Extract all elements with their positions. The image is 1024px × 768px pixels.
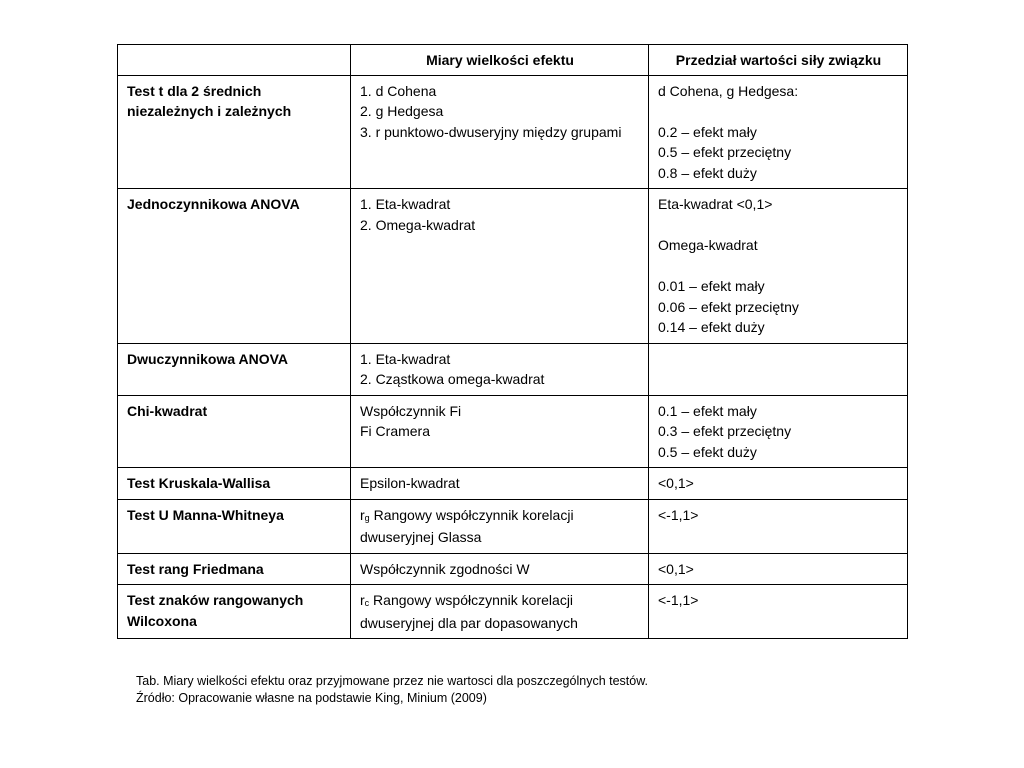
measure-line	[360, 590, 640, 633]
table-row	[118, 553, 908, 585]
range-line: 0.14 – efekt duży	[658, 319, 765, 335]
range-line: 0.3 – efekt przeciętny	[658, 423, 792, 439]
measure-symbol: r	[360, 592, 365, 608]
measure-line: Współczynnik Fi	[360, 402, 462, 419]
header-ranges: Przedział wartości siły związku	[649, 45, 908, 76]
measures-cell	[351, 585, 649, 639]
range-line: <0,1>	[658, 560, 694, 577]
table-row	[118, 585, 908, 639]
effect-size-table	[117, 44, 908, 639]
caption-source: Źródło: Opracowanie własne na podstawie King, Minium (2009)	[136, 691, 487, 705]
header-row	[118, 45, 908, 76]
measures-cell	[351, 75, 649, 189]
measure-line: 2. Omega-kwadrat	[360, 216, 476, 233]
measure-subscript: g	[364, 512, 370, 523]
range-line: 0.8 – efekt duży	[658, 164, 757, 181]
measures-cell	[351, 499, 649, 553]
table-caption	[136, 673, 648, 707]
test-name-cell: Test t dla 2 średnich niezależnych i zależnych	[118, 75, 351, 189]
table-row	[118, 468, 908, 500]
measure-line	[360, 505, 640, 548]
test-name-cell: Test znaków rangowanych Wilcoxona	[118, 585, 351, 639]
measure-line: 3. r punktowo-dwuseryjny między grupami	[360, 123, 622, 140]
range-line: Omega-kwadrat	[658, 237, 758, 253]
ranges-cell	[649, 189, 908, 344]
measure-line: 1. d Cohena	[360, 82, 437, 99]
range-line: 0.5 – efekt duży	[658, 443, 757, 460]
range-line: 0.1 – efekt mały	[658, 402, 757, 419]
table-row	[118, 189, 908, 344]
range-line: <-1,1>	[658, 506, 699, 523]
measure-line: Epsilon-kwadrat	[360, 475, 460, 491]
range-line: <0,1>	[658, 475, 694, 491]
caption-title: Tab. Miary wielkości efektu oraz przyjmowane przez nie wartosci dla poszczególnych testów.	[136, 674, 649, 688]
ranges-cell	[649, 468, 908, 500]
measures-cell	[351, 553, 649, 585]
test-name-cell: Test U Manna-Whitneya	[118, 499, 351, 553]
measure-line: Fi Cramera	[360, 423, 431, 439]
measures-cell	[351, 468, 649, 500]
measure-line: 2. g Hedgesa	[360, 103, 444, 119]
measure-symbol: r	[360, 506, 365, 523]
measure-subscript: c	[364, 598, 370, 608]
range-line: Eta-kwadrat <0,1>	[658, 196, 773, 212]
test-name-cell: Test Kruskala-Wallisa	[118, 468, 351, 500]
ranges-cell	[649, 75, 908, 189]
range-spacer	[658, 215, 899, 236]
test-name-cell: Jednoczynnikowa ANOVA	[118, 189, 351, 344]
ranges-cell	[649, 553, 908, 585]
measure-line: Współczynnik zgodności W	[360, 560, 530, 577]
measure-text: Rangowy współczynnik korelacji dwuseryjnej dla par dopasowanych	[360, 592, 578, 631]
measure-line: 2. Cząstkowa omega-kwadrat	[360, 371, 545, 387]
test-name-cell: Test rang Friedmana	[118, 553, 351, 585]
range-spacer	[658, 256, 899, 277]
range-line: 0.06 – efekt przeciętny	[658, 298, 799, 315]
table-row	[118, 499, 908, 553]
measure-text: Rangowy współczynnik korelacji dwuseryjnej Glassa	[360, 506, 574, 545]
table-row	[118, 343, 908, 395]
measure-line: 1. Eta-kwadrat	[360, 196, 451, 212]
ranges-cell	[649, 343, 908, 395]
range-line: <-1,1>	[658, 592, 699, 608]
table-row	[118, 395, 908, 468]
measures-cell	[351, 395, 649, 468]
test-name-cell: Dwuczynnikowa ANOVA	[118, 343, 351, 395]
range-line: d Cohena, g Hedgesa:	[658, 82, 799, 99]
test-name-cell: Chi-kwadrat	[118, 395, 351, 468]
ranges-cell	[649, 499, 908, 553]
range-spacer	[658, 101, 899, 122]
table-body	[118, 75, 908, 639]
ranges-cell	[649, 585, 908, 639]
range-line: 0.01 – efekt mały	[658, 278, 765, 294]
range-line: 0.2 – efekt mały	[658, 123, 757, 140]
table-row	[118, 75, 908, 189]
measures-cell	[351, 343, 649, 395]
header-test	[118, 45, 351, 76]
header-measures: Miary wielkości efektu	[351, 45, 649, 76]
measure-line: 1. Eta-kwadrat	[360, 350, 451, 367]
ranges-cell	[649, 395, 908, 468]
range-line: 0.5 – efekt przeciętny	[658, 144, 792, 160]
measures-cell	[351, 189, 649, 344]
